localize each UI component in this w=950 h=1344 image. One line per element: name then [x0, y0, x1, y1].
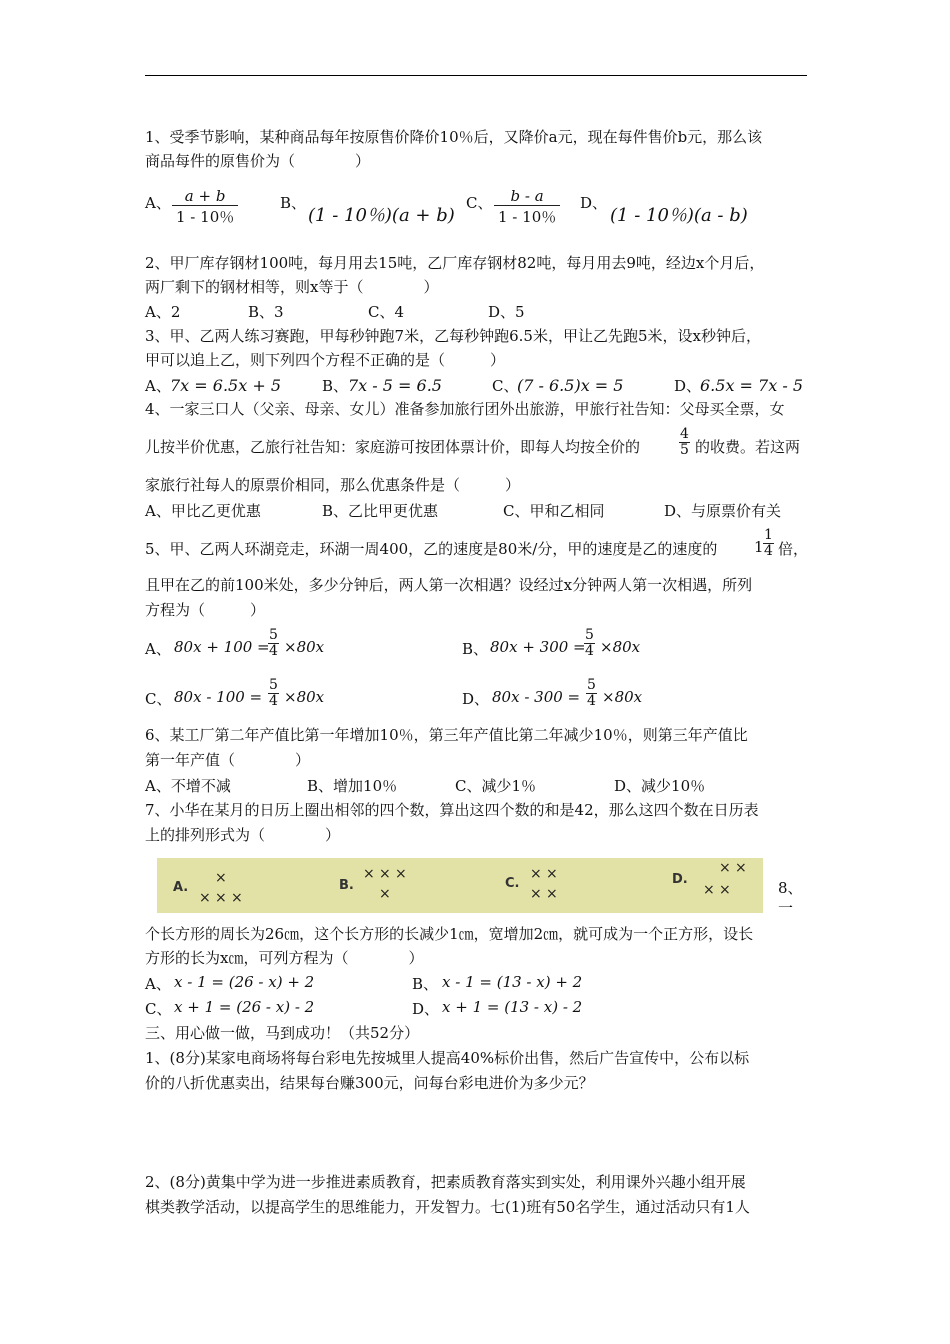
q5-option-d-fraction	[586, 678, 597, 709]
q1-option-a-fraction	[172, 187, 238, 227]
q8-stem-line2: 方形的长为x㎝，可列方程为（ ）	[145, 949, 424, 967]
q1-option-c-denominator: 1 - 10％	[498, 208, 557, 226]
q3-option-a-label: A、	[145, 377, 171, 395]
section3-p1-line1: 1、(8分)某家电商场将每台彩电先按城里人提高40%标价出售，然后广告宣传中，公布以标	[145, 1049, 750, 1067]
q3-option-d-label: D、	[674, 377, 702, 395]
q4-stem-line2b: 的收费。若这两	[695, 438, 801, 456]
q7-calendar-options-image	[157, 858, 763, 913]
q2-option-b: B、3	[248, 303, 284, 321]
q5-option-c-numerator: 5	[269, 677, 278, 693]
q3-option-c-label: C、	[492, 377, 519, 395]
q5-stem-line1b: 倍，	[778, 540, 809, 558]
section3-p2-line1: 2、(8分)黄集中学为进一步推进素质教育，把素质教育落实到实处，利用课外兴趣小组开展	[145, 1173, 746, 1191]
q4-fraction-denominator: 5	[680, 442, 689, 458]
q1-stem-line2: 商品每件的原售价为（ ）	[145, 152, 371, 170]
q1-option-c-fraction	[494, 187, 560, 227]
q3-option-b-expr: 7x - 5 = 6.5	[348, 376, 442, 395]
q6-stem-line1: 6、某工厂第二年产值比第一年增加10％，第三年产值比第二年减少10％，则第三年产值比	[145, 726, 748, 744]
q1-option-a-denominator: 1 - 10％	[176, 208, 235, 226]
q7-d-mark-b2: ×	[719, 882, 735, 898]
q4-stem-line3: 家旅行社每人的原票价相同，那么优惠条件是（ ）	[145, 476, 521, 494]
q5-option-d-right: ×80x	[602, 688, 643, 706]
q5-option-d-numerator: 5	[587, 677, 596, 693]
q5-mixed-numerator: 1	[764, 527, 773, 543]
q7-a-mark-b2: ×	[215, 890, 231, 906]
q7-b-mark-t1: ×	[363, 866, 379, 882]
q5-option-a-fraction	[268, 628, 279, 659]
q8-option-c-label: C、	[145, 1000, 172, 1018]
q1-option-c-numerator: b - a	[494, 187, 560, 206]
q5-option-b-numerator: 5	[585, 627, 594, 643]
q5-option-d-label: D、	[462, 690, 490, 708]
q5-stem-line2: 且甲在乙的前100米处，多少分钟后，两人第一次相遇？设经过x分钟两人第一次相遇，所列	[145, 576, 753, 594]
q8-option-b-label: B、	[412, 975, 439, 993]
section3-heading: 三、用心做一做，马到成功！（共52分）	[145, 1024, 420, 1042]
q5-option-c-label: C、	[145, 690, 172, 708]
q1-option-b-expr: (1 - 10％)(a + b)	[308, 205, 455, 226]
q5-option-b-fraction	[584, 628, 595, 659]
q8-number-cont: 一	[778, 899, 794, 917]
q7-c-mark-b1: ×	[530, 886, 546, 902]
q2-stem-line1: 2、甲厂库存钢材100吨，每月用去15吨，乙厂库存钢材82吨，每月用去9吨，经边x个月后，	[145, 254, 765, 272]
q7-stem-line2: 上的排列形式为（ ）	[145, 826, 341, 844]
q6-option-c: C、减少1％	[455, 777, 537, 795]
q5-option-a-left: 80x + 100 =	[174, 638, 270, 656]
q8-stem-line1: 个长方形的周长为26㎝，这个长方形的长减少1㎝，宽增加2㎝，就可成为一个正方形，设长	[145, 925, 754, 943]
q5-option-c-right: ×80x	[284, 688, 325, 706]
q8-option-b-expr: x - 1 = (13 - x) + 2	[442, 973, 583, 991]
q7-b-mark-bottom: ×	[379, 886, 395, 902]
q5-stem-line1a: 5、甲、乙两人环湖竞走，环湖一周400，乙的速度是80米/分，甲的速度是乙的速度的	[145, 540, 718, 558]
q8-option-d-expr: x + 1 = (13 - x) - 2	[442, 998, 583, 1016]
section3-p1-line2: 价的八折优惠卖出，结果每台赚300元，问每台彩电进价为多少元？	[145, 1074, 594, 1092]
q3-stem-line1: 3、甲、乙两人练习赛跑，甲每秒钟跑7米，乙每秒钟跑6.5米，甲让乙先跑5米，设x秒钟后，	[145, 327, 761, 345]
q5-mixed-denominator: 4	[764, 543, 773, 559]
q5-stem-line3: 方程为（ ）	[145, 601, 266, 619]
q3-option-d-expr: 6.5x = 7x - 5	[700, 376, 804, 395]
q1-option-d-label: D、	[580, 194, 608, 212]
q7-a-mark-top: ×	[215, 870, 231, 886]
q7-label-a: A.	[173, 880, 189, 895]
q1-option-a-numerator: a + b	[172, 187, 238, 206]
q7-c-mark-b2: ×	[546, 886, 562, 902]
q2-stem-line2: 两厂剩下的钢材相等，则x等于（ ）	[145, 278, 439, 296]
q7-label-c: C.	[505, 876, 520, 891]
q4-option-b: B、乙比甲更优惠	[322, 502, 439, 520]
q1-option-c-label: C、	[466, 194, 493, 212]
q1-option-b-label: B、	[280, 194, 307, 212]
q6-option-d: D、减少10％	[614, 777, 706, 795]
q5-mixed-whole: 1	[754, 538, 764, 556]
q7-d-mark-t2: ×	[735, 860, 751, 876]
q6-option-a: A、不增不减	[145, 777, 231, 795]
q2-option-c: C、4	[368, 303, 405, 321]
q4-option-a: A、甲比乙更优惠	[145, 502, 261, 520]
q7-b-mark-t3: ×	[395, 866, 411, 882]
q5-option-d-left: 80x - 300 =	[492, 688, 581, 706]
q4-stem-line1: 4、一家三口人（父亲、母亲、女儿）准备参加旅行团外出旅游，甲旅行社告知：父母买全票，女	[145, 400, 785, 418]
q3-stem-line2: 甲可以追上乙，则下列四个方程不正确的是（ ）	[145, 351, 506, 369]
header-rule	[145, 75, 807, 76]
q7-d-mark-t1: ×	[719, 860, 735, 876]
q3-option-a-expr: 7x = 6.5x + 5	[170, 376, 282, 395]
q7-a-mark-b3: ×	[231, 890, 247, 906]
q7-b-mark-t2: ×	[379, 866, 395, 882]
q8-option-a-expr: x - 1 = (26 - x) + 2	[174, 973, 315, 991]
q7-label-d: D.	[672, 872, 688, 887]
q5-option-c-fraction	[268, 678, 279, 709]
q8-option-a-label: A、	[145, 975, 171, 993]
q7-d-mark-b1: ×	[703, 882, 719, 898]
q7-a-mark-b1: ×	[199, 890, 215, 906]
q4-fraction	[679, 427, 690, 458]
q2-option-a: A、2	[145, 303, 181, 321]
q8-option-c-expr: x + 1 = (26 - x) - 2	[174, 998, 315, 1016]
q5-option-a-right: ×80x	[284, 638, 325, 656]
q4-stem-line2a: 儿按半价优惠，乙旅行社告知：家庭游可按团体票计价，即每人均按全价的	[145, 438, 641, 456]
q6-option-b: B、增加10％	[307, 777, 398, 795]
q7-label-b: B.	[339, 878, 354, 893]
q5-option-a-denominator: 4	[269, 643, 278, 659]
q5-option-a-label: A、	[145, 640, 171, 658]
q7-c-mark-t1: ×	[530, 866, 546, 882]
q5-option-b-left: 80x + 300 =	[490, 638, 586, 656]
q5-option-a-numerator: 5	[269, 627, 278, 643]
q5-option-b-label: B、	[462, 640, 489, 658]
q5-option-c-denominator: 4	[269, 693, 278, 709]
q5-option-b-right: ×80x	[600, 638, 641, 656]
q8-option-d-label: D、	[412, 1000, 440, 1018]
q5-option-b-denominator: 4	[585, 643, 594, 659]
q4-option-c: C、甲和乙相同	[503, 502, 605, 520]
q6-stem-line2: 第一年产值（ ）	[145, 751, 311, 769]
q7-c-mark-t2: ×	[546, 866, 562, 882]
q5-mixed-fraction	[763, 528, 774, 559]
section3-p2-line2: 棋类教学活动，以提高学生的思维能力，开发智力。七(1)班有50名学生，通过活动只有1人	[145, 1198, 750, 1216]
q4-fraction-numerator: 4	[680, 426, 689, 442]
q1-option-d-expr: (1 - 10％)(a - b)	[610, 205, 748, 226]
q2-option-d: D、5	[488, 303, 525, 321]
q1-stem-line1: 1、受季节影响，某种商品每年按原售价降价10％后，又降价a元，现在每件售价b元，那么该	[145, 128, 763, 146]
q5-option-d-denominator: 4	[587, 693, 596, 709]
q3-option-b-label: B、	[322, 377, 349, 395]
q4-option-d: D、与原票价有关	[664, 502, 782, 520]
q1-option-a-label: A、	[145, 194, 171, 212]
q5-option-c-left: 80x - 100 =	[174, 688, 263, 706]
q8-number: 8、	[778, 879, 803, 897]
q3-option-c-expr: (7 - 6.5)x = 5	[517, 376, 624, 395]
q7-stem-line1: 7、小华在某月的日历上圈出相邻的四个数，算出这四个数的和是42，那么这四个数在日历表	[145, 801, 759, 819]
